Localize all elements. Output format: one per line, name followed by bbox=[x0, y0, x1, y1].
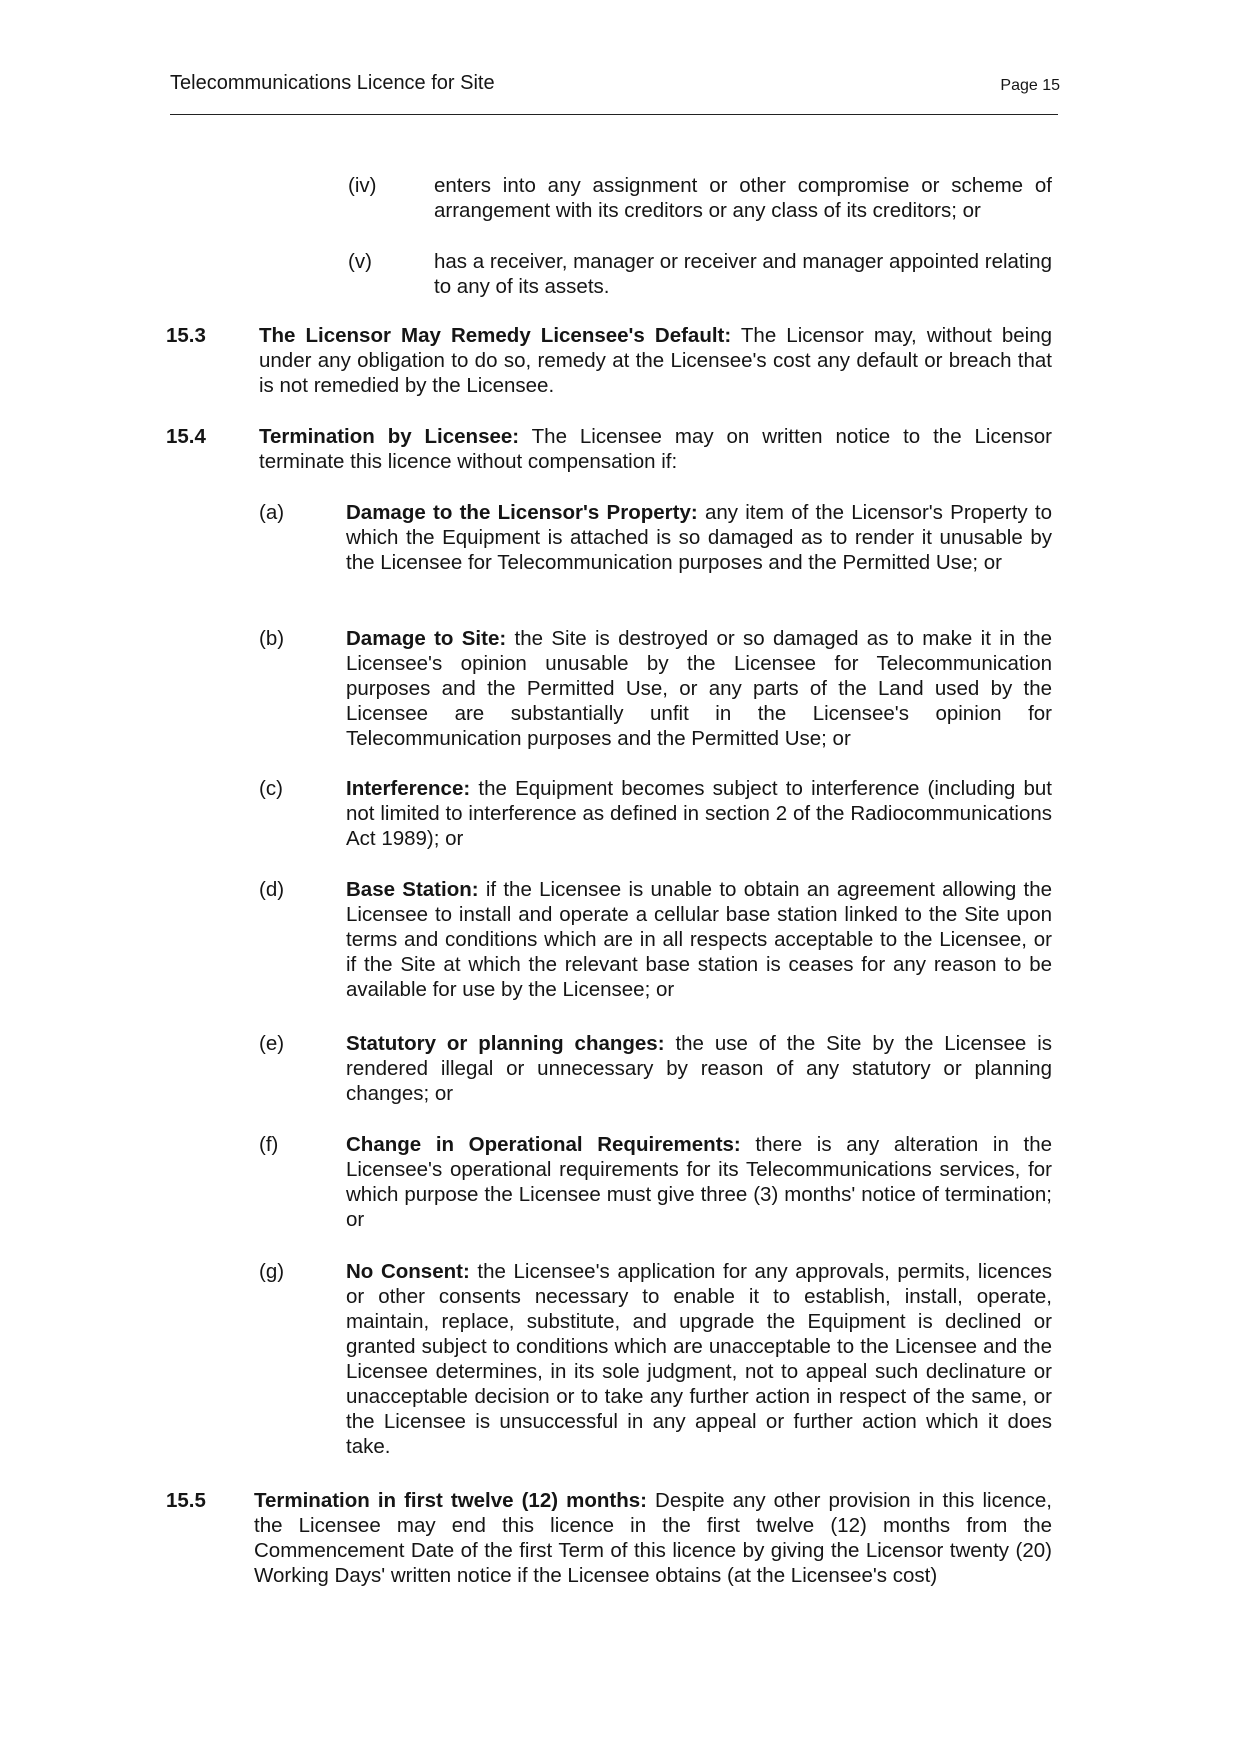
item-label-d: (d) bbox=[259, 878, 285, 901]
clause-heading: Termination in first twelve (12) months: bbox=[254, 1489, 647, 1512]
item-body: the Licensee's application for any approvals, permits, licences or other consents necessary to enable it to establish, install, operate, maintain, replace, substitute, and upgrade the Equipment is declined or granted subject to conditions which are unacceptable to the Licensee and the Licensee determines, in its sole judgment, not to appeal such declinature or unacceptable decision or to take any further action in respect of the same, or the Licensee is unsuccessful in any appeal or further action which it does take. bbox=[346, 1260, 1052, 1458]
item-a bbox=[346, 500, 1052, 575]
subitem-text-v: has a receiver, manager or receiver and manager appointed relating to any of its assets. bbox=[434, 250, 1052, 298]
clause-number-15-4: 15.4 bbox=[166, 425, 206, 448]
item-label-g: (g) bbox=[259, 1260, 285, 1283]
subitem-label-iv: (iv) bbox=[348, 174, 377, 197]
item-heading: Interference: bbox=[346, 777, 471, 800]
clause-heading: The Licensor May Remedy Licensee's Default: bbox=[259, 324, 732, 347]
item-label-f: (f) bbox=[259, 1133, 279, 1156]
clause-body: The Licensor may, without being under any obligation to do so, remedy at the Licensee's cost any default or breach that is not remedied by the Licensee. bbox=[259, 324, 1053, 397]
item-body: the use of the Site by the Licensee is rendered illegal or unnecessary by reason of any statutory or planning changes; or bbox=[346, 1032, 1053, 1105]
document-title: Telecommunications Licence for Site bbox=[170, 72, 495, 94]
clause-heading: Termination by Licensee: bbox=[259, 425, 520, 448]
item-body: if the Licensee is unable to obtain an agreement allowing the Licensee to install and operate a cellular base station linked to the Site upon terms and conditions which are in all respects acceptable to the Licensee, or if the Site at which the relevant base station is ceases for any reason to be available for use by the Licensee; or bbox=[346, 878, 1052, 1001]
item-heading: Damage to the Licensor's Property: bbox=[346, 501, 698, 524]
clause-body: Despite any other provision in this licence, the Licensee may end this licence in the first twelve (12) months from the Commencement Date of the first Term of this licence by giving the Licensor twenty (20) Working Days' written notice if the Licensee obtains (at the Licensee's cost) bbox=[254, 1489, 1052, 1587]
item-heading: No Consent: bbox=[346, 1260, 470, 1283]
item-body: there is any alteration in the Licensee's operational requirements for its Telecommunications services, for which purpose the Licensee must give three (3) months' notice of termination; or bbox=[346, 1133, 1052, 1231]
item-body: the Site is destroyed or so damaged as to make it in the Licensee's opinion unusable by the Licensee for Telecommunication purposes and the Permitted Use, or any parts of the Land used by the Licensee are substantially unfit in the Licensee's opinion for Telecommunication purposes and the Permitted Use; or bbox=[346, 627, 1052, 750]
item-label-b: (b) bbox=[259, 627, 285, 650]
item-label-a: (a) bbox=[259, 501, 285, 524]
clause-15-4 bbox=[259, 424, 1052, 474]
clause-15-3 bbox=[259, 323, 1052, 398]
item-d bbox=[346, 877, 1052, 1002]
item-f bbox=[346, 1132, 1052, 1232]
clause-number-15-5: 15.5 bbox=[166, 1489, 206, 1512]
item-c bbox=[346, 776, 1052, 851]
item-body: any item of the Licensor's Property to which the Equipment is attached is so damaged as to render it unusable by the Licensee for Telecommunication purposes and the Permitted Use; or bbox=[346, 501, 1052, 574]
item-e bbox=[346, 1031, 1052, 1106]
clause-body: The Licensee may on written notice to the Licensor terminate this licence without compensation if: bbox=[259, 425, 1052, 473]
clause-15-5 bbox=[254, 1488, 1052, 1588]
page-number: Page 15 bbox=[1000, 77, 1060, 94]
item-heading: Base Station: bbox=[346, 878, 479, 901]
subitem-text-iv: enters into any assignment or other compromise or scheme of arrangement with its creditors or any class of its creditors; or bbox=[434, 174, 1052, 222]
item-body: the Equipment becomes subject to interference (including but not limited to interference as defined in section 2 of the Radiocommunications Act 1989); or bbox=[346, 777, 1052, 850]
header-divider bbox=[170, 114, 1058, 115]
subitem-label-v: (v) bbox=[348, 250, 372, 273]
item-g bbox=[346, 1259, 1052, 1459]
item-label-c: (c) bbox=[259, 777, 283, 800]
item-label-e: (e) bbox=[259, 1032, 285, 1055]
item-heading: Statutory or planning changes: bbox=[346, 1032, 665, 1055]
item-heading: Change in Operational Requirements: bbox=[346, 1133, 741, 1156]
item-heading: Damage to Site: bbox=[346, 627, 507, 650]
item-b bbox=[346, 626, 1052, 751]
clause-number-15-3: 15.3 bbox=[166, 324, 206, 347]
